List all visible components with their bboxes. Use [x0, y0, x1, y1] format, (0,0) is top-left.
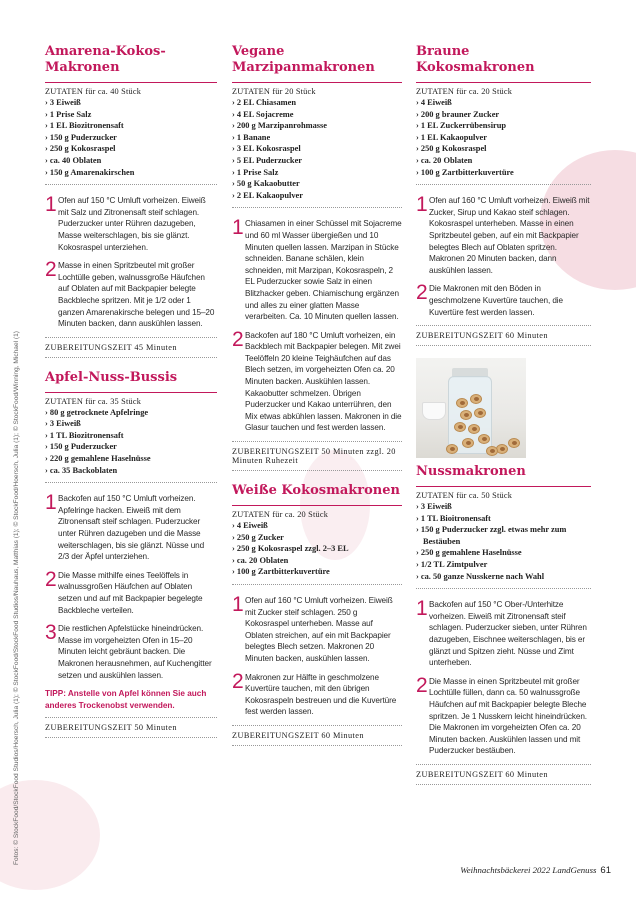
step-text: Chiasamen in einer Schüssel mit Sojacreme und 60 ml Wasser übergießen und 10 Minuten quellen lassen. Marzipan in Stücke schneiden. Banane schälen, klein schneiden, mit Marzipan, Kokosraspeln, 2 EL Puderzucker sowie Salz in einen Blitzhacker geben. Chiamischung ergänzen und alles zu einer glatten Masse verarbeiten. Ca. 10 Minuten quellen lassen.: [245, 219, 402, 322]
ingredient-item: › ca. 20 Oblaten: [232, 555, 402, 567]
step-number: 2: [45, 567, 57, 591]
recipe-title: Weiße Kokosmakronen: [232, 483, 402, 506]
ingredient-item: › 150 g Amarenakirschen: [45, 167, 217, 179]
step-text: Die Makronen mit den Böden in geschmolzene Kuvertüre tauchen, die Kuvertüre fest werden lassen.: [429, 284, 563, 317]
ingredient-item: › 150 g Puderzucker: [45, 132, 217, 144]
step-text: Ofen auf 150 °C Umluft vorheizen. Eiweiß mit Salz und Zitronensaft steif schlagen. Puderzucker unter Rühren dazugeben, Masse weiterschlagen, bis sie glänzt. Kokosraspel unterziehen.: [58, 196, 206, 252]
ingredient-item: › 1 EL Biozitronensaft: [45, 120, 217, 132]
recipe-step: [45, 493, 217, 563]
step-text: Backofen auf 150 °C Umluft vorheizen. Apfelringe hacken. Eiweiß mit dem Zitronensaft steif schlagen. Puderzucker unter Rühren dazugeben und die Masse weiterschlagen, bis sie glänzt. Nüsse und 2/3 der Äpfel unterziehen.: [58, 494, 205, 562]
ingredient-item: › 200 g brauner Zucker: [416, 109, 591, 121]
recipe-step: [45, 567, 217, 616]
recipe-title: Braune Kokosmakronen: [416, 44, 591, 83]
recipe-title: Vegane Marzipanmakronen: [232, 44, 402, 83]
ingredient-item: › 50 g Kakaobutter: [232, 178, 402, 190]
recipe-block: [45, 370, 217, 739]
recipe-block: [232, 44, 402, 471]
ingredient-item: › 4 Eiweiß: [416, 97, 591, 109]
ingredient-list: [416, 501, 591, 589]
recipe-step: [45, 195, 217, 253]
column-middle: [232, 44, 402, 758]
step-text: Ofen auf 160 °C Umluft vorheizen. Eiweiß mit Zucker steif schlagen. 250 g Kokosraspel unterheben. Masse auf Oblaten streichen, auf ein mit Backpapier belegtes Blech setzen. Makronen 20 Minuten backen, auskühlen lassen.: [245, 596, 393, 663]
ingredient-item: › 80 g getrocknete Apfelringe: [45, 407, 217, 419]
ingredient-item: › 3 Eiweiß: [45, 97, 217, 109]
preparation-time: ZUBEREITUNGSZEIT 45 Minuten: [45, 337, 217, 358]
ingredient-item: › 1 TL Biozitronensaft: [45, 430, 217, 442]
step-number: 1: [45, 193, 57, 217]
column-right: [416, 44, 591, 797]
step-text: Die restlichen Apfelstücke hineindrücken. Masse im vorgeheizten Ofen in 15–20 Minuten leicht gebräunt backen. Die Makronen herausnehmen, auf Kuchengitter setzen und auskühlen lassen.: [58, 624, 212, 680]
recipe-step: [45, 260, 217, 330]
photo-credits: Fotos: © StockFood/StockFood Studios/Hoersch, Julia (1); © StockFood/StockFood Studios/Nauhaus, Matthias (1); © StockFood/Hoersch, Julia (1); © StockFood/Winning, Michael (1): [13, 331, 20, 865]
ingredient-item: › 4 EL Sojacreme: [232, 109, 402, 121]
recipe-block: [232, 483, 402, 746]
ingredient-list: [45, 97, 217, 185]
step-number: 2: [45, 258, 57, 282]
ingredient-item: › 1 Banane: [232, 132, 402, 144]
recipe-title: Nussmakronen: [416, 464, 591, 487]
ingredient-item: › 100 g Zartbitterkuvertüre: [232, 566, 402, 578]
column-left: [45, 44, 217, 750]
ingredient-item: › 1 Prise Salz: [232, 167, 402, 179]
ingredient-item: › 200 g Marzipanrohmasse: [232, 120, 402, 132]
recipe-step: [416, 195, 591, 276]
step-number: 2: [416, 281, 428, 305]
ingredient-item: › ca. 40 Oblaten: [45, 155, 217, 167]
preparation-time: ZUBEREITUNGSZEIT 60 Minuten: [416, 325, 591, 346]
step-text: Backofen auf 150 °C Ober-/Unterhitze vorheizen. Eiweiß mit Zitronensaft steif schlagen. Puderzucker sieben, unter Rühren dazugeben, Eischnee weiterschlagen, bis er glänzt und Spitzen zieht. Nüsse und Zimt unterheben.: [429, 600, 587, 668]
step-number: 1: [416, 193, 428, 217]
ingredient-item: › 1 EL Kakaopulver: [416, 132, 591, 144]
ingredient-list: [232, 520, 402, 585]
ingredient-item: › 3 EL Kokosraspel: [232, 143, 402, 155]
recipe-step: [416, 673, 591, 757]
ingredients-heading: ZUTATEN für ca. 50 Stück: [416, 491, 513, 501]
recipe-step: [416, 599, 591, 669]
ingredient-item: › 220 g gemahlene Haselnüsse: [45, 453, 217, 465]
ingredient-item: › 2 EL Chiasamen: [232, 97, 402, 109]
step-text: Die Masse in einen Spritzbeutel mit großer Lochtülle füllen, dann ca. 50 walnussgroße Häufchen auf mit Backpapier belegte Bleche spritzen. Je 1 Nusskern leicht hineindrücken. Die Makronen im vorgeheizten Ofen ca. 20 Minuten backen. Auskühlen lassen und mit Puderzucker bestäuben.: [429, 676, 587, 756]
ingredient-item: › 4 Eiweiß: [232, 520, 402, 532]
recipe-step: [232, 327, 402, 434]
step-text: Makronen zur Hälfte in geschmolzene Kuvertüre tauchen, mit den übrigen Kokosraspeln bestreuen und die Kuvertüre fest werden lassen.: [245, 672, 397, 717]
page-footer: [460, 865, 611, 876]
ingredient-item: › 100 g Zartbitterkuvertüre: [416, 167, 591, 179]
footer-magazine-title: Weihnachtsbäckerei 2022 LandGenuss: [460, 865, 597, 875]
ingredient-item: › 250 g Zucker: [232, 532, 402, 544]
ingredients-heading: ZUTATEN für 20 Stück: [232, 87, 316, 96]
ingredient-item: › 3 Eiweiß: [45, 418, 217, 430]
page-number: 61: [600, 865, 611, 876]
ingredient-item: › 1 Prise Salz: [45, 109, 217, 121]
ingredient-item: › ca. 50 ganze Nusskerne nach Wahl: [416, 571, 591, 583]
ingredient-item: › 2 EL Kakaopulver: [232, 190, 402, 202]
ingredients-heading: ZUTATEN für ca. 35 Stück: [45, 396, 142, 406]
step-number: 2: [416, 673, 428, 697]
ingredient-item: › 1 TL Bioitronensaft: [416, 513, 591, 525]
ingredient-item: › 150 g Puderzucker: [45, 441, 217, 453]
step-text: Masse in einen Spritzbeutel mit großer Lochtülle geben, walnussgroße Häufchen auf Oblaten auf mit Backpapier belegte Backbleche spritzen. Mit je 1/2 oder 1 ganzen Amarenakirsche belegen und 15–20 Minuten backen, dann auskühlen lassen.: [58, 261, 215, 329]
recipe-step: [232, 595, 402, 665]
ingredient-item: › 250 g Kokosraspel zzgl. 2–3 EL: [232, 543, 402, 555]
recipe-block: [45, 44, 217, 358]
ingredients-heading: ZUTATEN für ca. 20 Stück: [232, 510, 329, 520]
ingredient-item: › 250 g Kokosraspel: [416, 143, 591, 155]
recipe-title: Amarena-Kokos-Makronen: [45, 44, 217, 83]
step-number: 1: [416, 597, 428, 621]
ingredient-item: › 3 Eiweiß: [416, 501, 591, 513]
recipe-step: [416, 283, 591, 318]
preparation-time: ZUBEREITUNGSZEIT 60 Minuten: [232, 725, 402, 746]
ingredient-item: › 5 EL Puderzucker: [232, 155, 402, 167]
cup-illustration: [422, 402, 446, 420]
ingredient-list: [232, 97, 402, 208]
step-number: 2: [232, 327, 244, 351]
step-number: 1: [232, 593, 244, 616]
ingredients-heading: ZUTATEN für ca. 20 Stück: [416, 87, 513, 96]
ingredient-list: [45, 407, 217, 484]
recipe-step: [232, 669, 402, 718]
recipe-title: Apfel-Nuss-Bussis: [45, 370, 217, 393]
ingredient-item: › 1 EL Zuckerrübensirup: [416, 120, 591, 132]
recipe-photo-nut-macaroons-jar: [416, 358, 526, 458]
cookie-illustration: [508, 438, 520, 448]
ingredient-list: [416, 97, 591, 185]
ingredient-item: › 250 g Kokosraspel: [45, 143, 217, 155]
recipe-tip: TIPP: Anstelle von Apfel können Sie auch anderes Trockenobst verwenden.: [45, 689, 207, 710]
ingredient-item: › 150 g Puderzucker zzgl. etwas mehr zum Bestäuben: [416, 524, 591, 547]
ingredient-item: › ca. 20 Oblaten: [416, 155, 591, 167]
step-number: 1: [232, 216, 244, 240]
step-text: Ofen auf 160 °C Umluft vorheizen. Eiweiß mit Zucker, Sirup und Kakao steif schlagen. Kokosraspel unterheben. Masse in einen Spritzbeutel geben, auf ein mit Backpapier belegtes Blech auf Oblaten spritzen. Makronen 20 Minuten backen, dann auskühlen lassen.: [429, 196, 590, 275]
ingredients-heading: ZUTATEN für ca. 40 Stück: [45, 87, 142, 96]
preparation-time: ZUBEREITUNGSZEIT 50 Minuten zzgl. 20 Minuten Ruhezeit: [232, 441, 402, 471]
step-number: 3: [45, 621, 57, 645]
cookie-illustration: [486, 446, 498, 456]
recipe-step: [232, 218, 402, 322]
ingredient-item: › 250 g gemahlene Haselnüsse: [416, 547, 591, 559]
ingredient-item: › ca. 35 Backoblaten: [45, 465, 217, 477]
preparation-time: ZUBEREITUNGSZEIT 50 Minuten: [45, 717, 217, 738]
recipe-step: [45, 623, 217, 681]
preparation-time: ZUBEREITUNGSZEIT 60 Minuten: [416, 764, 591, 785]
recipe-block: [416, 464, 591, 785]
step-text: Die Masse mithilfe eines Teelöffels in walnussgroßen Häufchen auf Oblaten setzen und auf mit Backpapier begelegte Backbleche verteilen.: [58, 570, 203, 615]
step-number: 1: [45, 491, 57, 515]
step-number: 2: [232, 669, 244, 693]
ingredient-item: › 1/2 TL Zimtpulver: [416, 559, 591, 571]
recipe-block: [416, 44, 591, 346]
step-text: Backofen auf 180 °C Umluft vorheizen, ein Backblech mit Backpapier belegen. Mit zwei Teelöffeln 20 kleine Teighäufchen auf das Blech setzen, im vorgeheizten Ofen ca. 20 Minuten backen. Auskühlen lassen. Kakaobutter schmelzen. Übrigen Puderzucker und Kakao unterrühren, den Mix etwas abkühlen lassen. Makronen in die Glasur tauchen und fest werden lassen.: [245, 330, 402, 433]
